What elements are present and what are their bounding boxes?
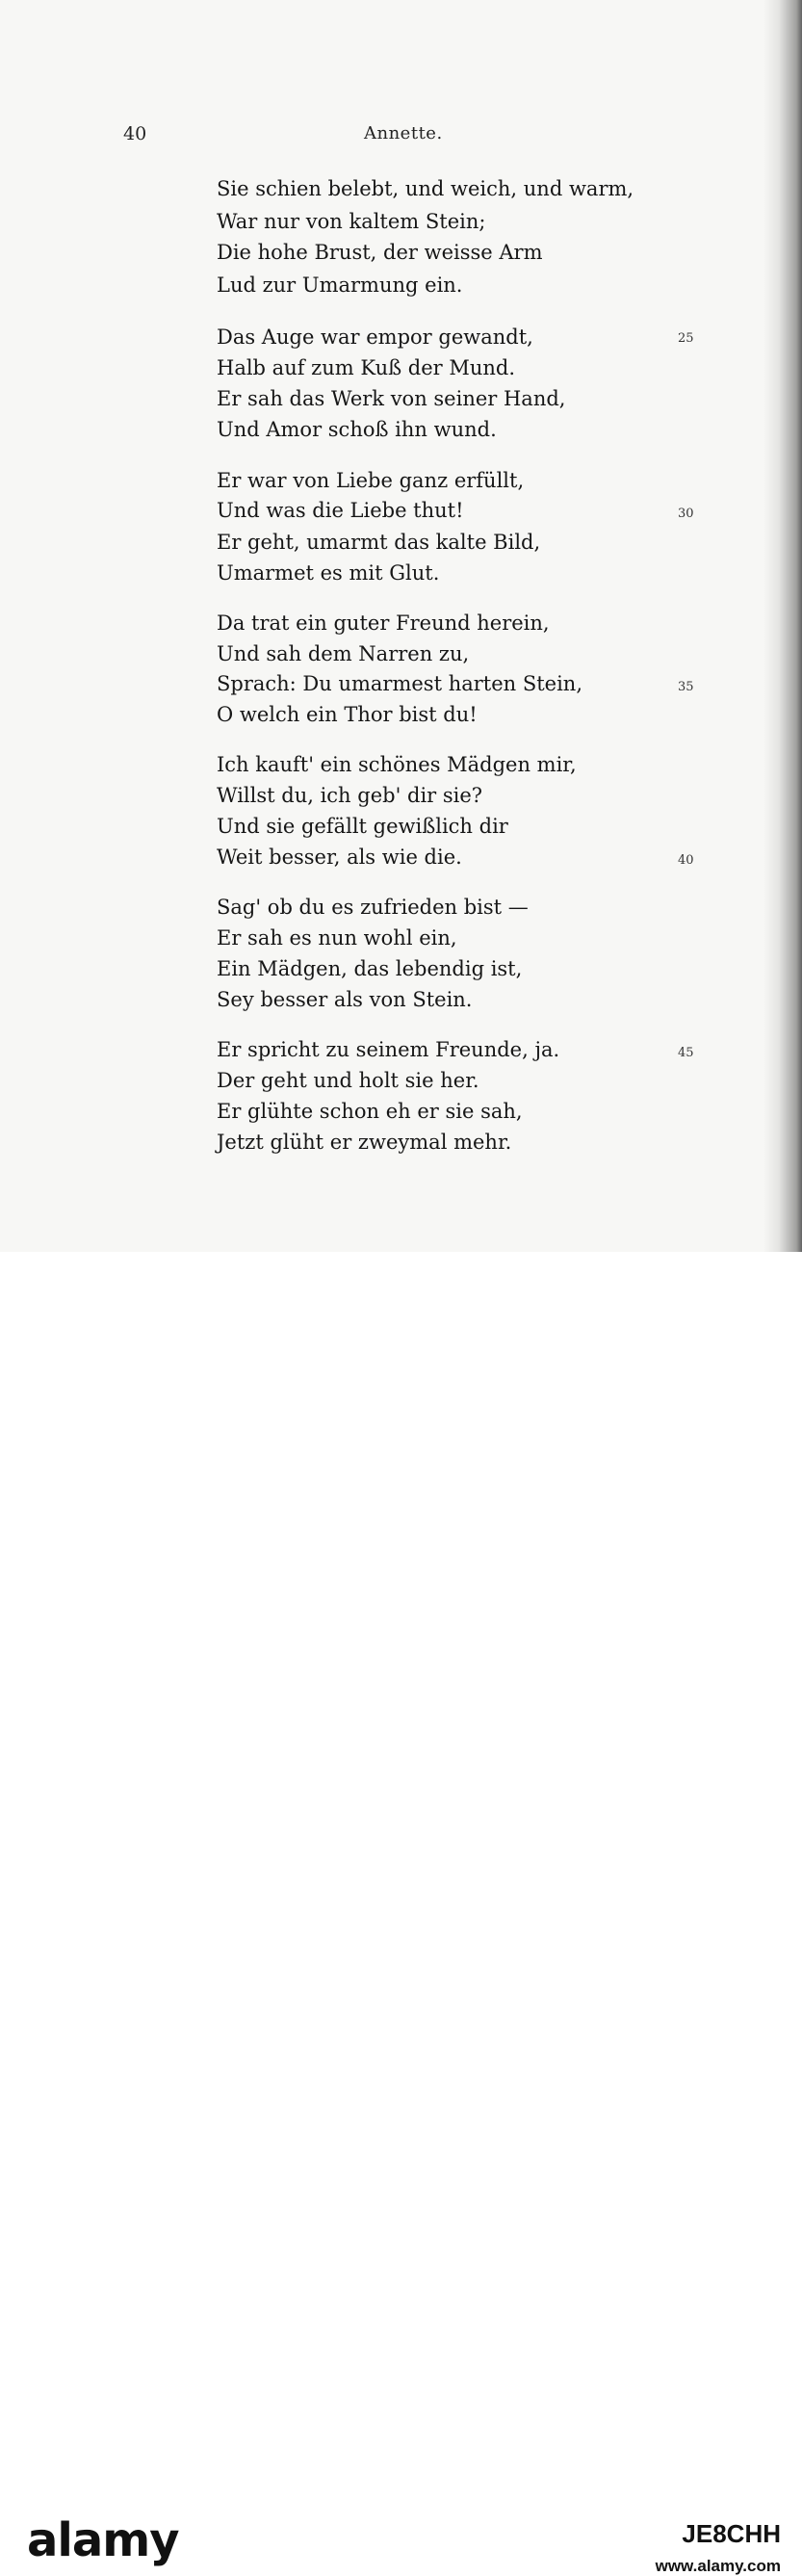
poem-line: Er glühte schon eh er sie sah, (217, 1100, 523, 1123)
poem-line: Umarmet es mit Glut. (217, 561, 440, 585)
poem-line: Und sah dem Narren zu, (217, 642, 470, 665)
poem-line: Die hohe Brust, der weisse Arm (217, 241, 543, 264)
poem-line: Weit besser, als wie die. (217, 846, 462, 869)
poem-line: Er spricht zu seinem Freunde, ja. (217, 1038, 560, 1061)
poem-line: O welch ein Thor bist du! (217, 703, 478, 726)
poem-line: Da trat ein guter Freund herein, (217, 611, 550, 635)
poem-line: Und Amor schoß ihn wund. (217, 418, 497, 441)
footer-meta (656, 2519, 781, 2576)
site-url: www.alamy.com (655, 2557, 781, 2575)
poem-line: Lud zur Umarmung ein. (217, 273, 463, 297)
poem-line: Er sah das Werk von seiner Hand, (217, 387, 566, 410)
poem-line: Sprach: Du umarmest harten Stein, (217, 672, 583, 695)
line-number-marker: 30 (678, 507, 694, 521)
poem-line: War nur von kaltem Stein; (217, 210, 486, 233)
page-edge-shadow (763, 0, 802, 1252)
line-number-marker: 40 (678, 853, 694, 868)
image-id: JE8CHH (682, 2519, 781, 2548)
page-number: 40 (123, 123, 147, 144)
poem-line: Das Auge war empor gewandt, (217, 325, 533, 349)
poem-line: Er sah es nun wohl ein, (217, 926, 457, 950)
poem-line: Jetzt glüht er zweymal mehr. (217, 1131, 512, 1154)
poem-line: Und was die Liebe thut! (217, 499, 464, 522)
running-title: Annette. (364, 123, 443, 143)
watermark-footer (0, 1252, 802, 2575)
line-number-marker: 25 (678, 331, 694, 346)
poem-line: Sag' ob du es zufrieden bist — (217, 896, 529, 919)
poem-line: Er geht, umarmt das kalte Bild, (217, 531, 541, 554)
poem-line: Willst du, ich geb' dir sie? (217, 784, 483, 807)
poem-line: Ich kauft' ein schönes Mädgen mir, (217, 753, 577, 776)
alamy-logo: alamy (27, 2513, 179, 2567)
poem-line: Er war von Liebe ganz erfüllt, (217, 469, 525, 492)
line-number-marker: 45 (678, 1046, 694, 1060)
scanned-page (0, 0, 802, 1252)
poem-line: Sie schien belebt, und weich, und warm, (217, 177, 634, 200)
poem-line: Halb auf zum Kuß der Mund. (217, 356, 516, 379)
poem-line: Und sie gefällt gewißlich dir (217, 815, 508, 838)
poem-line: Ein Mädgen, das lebendig ist, (217, 957, 523, 980)
line-number-marker: 35 (678, 680, 694, 694)
poem-line: Der geht und holt sie her. (217, 1069, 479, 1092)
poem-line: Sey besser als von Stein. (217, 988, 473, 1011)
